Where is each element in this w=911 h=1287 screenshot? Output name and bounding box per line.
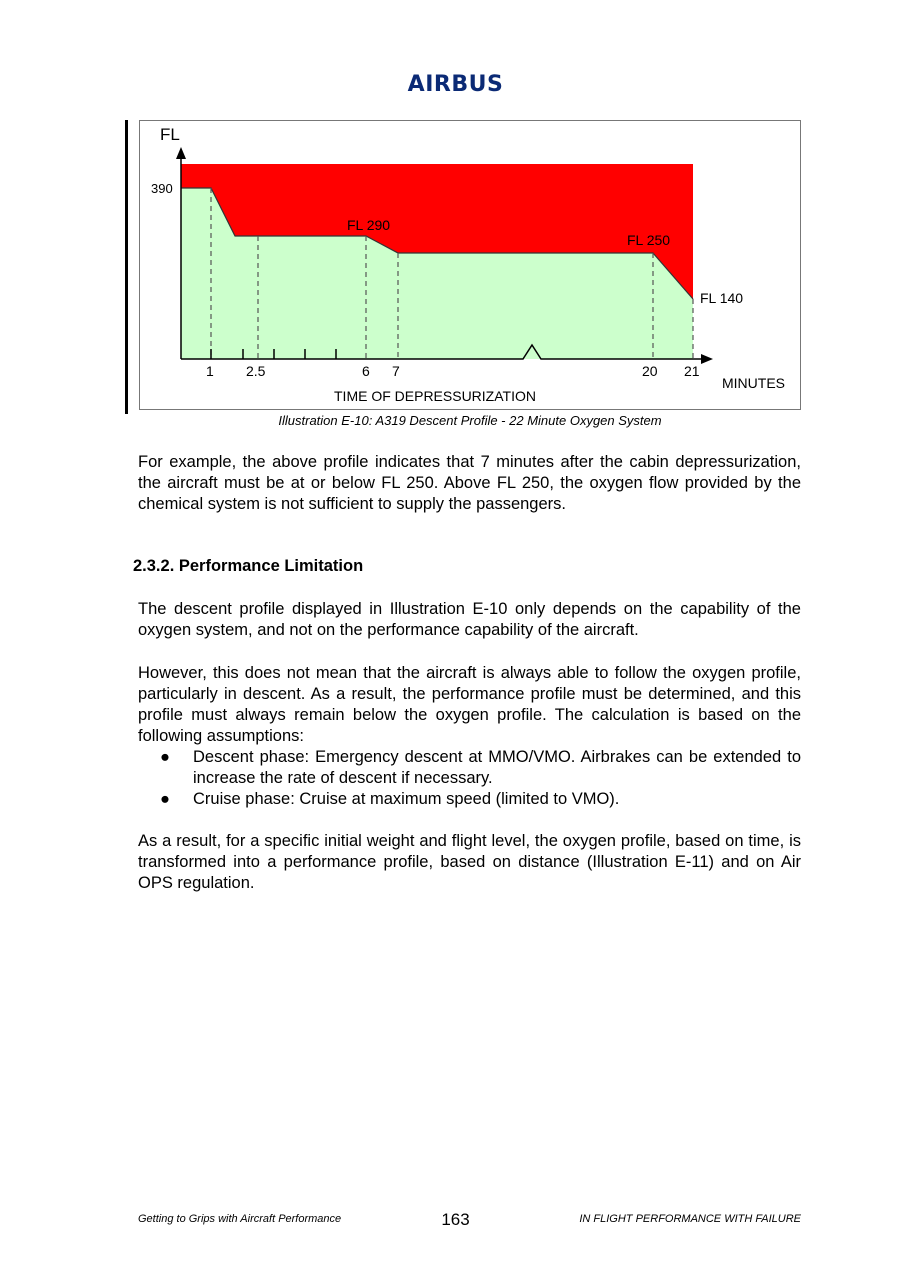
airbus-logo: AIRBUS	[407, 72, 504, 97]
page-number: 163	[441, 1210, 470, 1229]
x-axis-arrow	[701, 354, 713, 364]
y-axis-arrow	[176, 147, 186, 159]
paragraph-conclusion: As a result, for a specific initial weight and flight level, the oxygen profile, based on time, is transformed into a performance profile, based on distance (Illustration E-11) and on Air OPS regulation.	[138, 832, 801, 892]
assumption-list	[160, 747, 801, 810]
footer-left: Getting to Grips with Aircraft Performance	[138, 1213, 342, 1225]
x-tick-label: 20	[642, 363, 658, 379]
fl250-label: FL 250	[627, 232, 671, 248]
section-heading: 2.3.2. Performance Limitation	[133, 557, 364, 575]
descent-profile-figure	[139, 120, 801, 410]
x-tick-label: 2.5	[246, 363, 266, 379]
fl290-label: FL 290	[347, 217, 391, 233]
y-axis-label: FL	[160, 125, 180, 144]
x-tick-label: 21	[684, 363, 700, 379]
bullet-icon: ●	[160, 748, 170, 766]
list-item	[160, 789, 801, 810]
x-tick-label: 1	[206, 363, 214, 379]
list-item	[160, 747, 801, 789]
paragraph-descent-profile: The descent profile displayed in Illustration E-10 only depends on the capability of the oxygen system, and not on the performance capability of the aircraft.	[138, 600, 801, 639]
y-tick-390: 390	[151, 181, 173, 196]
x-tick-label: 6	[362, 363, 370, 379]
descent-profile-chart	[140, 121, 802, 411]
list-item-text: Descent phase: Emergency descent at MMO/VMO. Airbrakes can be extended to increase the rate of descent if necessary.	[193, 748, 801, 787]
paragraph-performance: However, this does not mean that the aircraft is always able to follow the oxygen profile, particularly in descent. As a result, the performance profile must be determined, and this profile must always remain below the oxygen profile. The calculation is based on the following assumptions:	[138, 664, 801, 745]
x-tick-label: 7	[392, 363, 400, 379]
change-bar	[125, 120, 128, 414]
fl140-label: FL 140	[700, 290, 744, 306]
x-axis-label: TIME OF DEPRESSURIZATION	[334, 388, 536, 404]
list-item-text: Cruise phase: Cruise at maximum speed (limited to VMO).	[193, 790, 620, 808]
paragraph-example: For example, the above profile indicates that 7 minutes after the cabin depressurization, the aircraft must be at or below FL 250. Above FL 250, the oxygen flow provided by the chemical system is not sufficient to supply the passengers.	[138, 453, 801, 513]
figure-caption: Illustration E-10: A319 Descent Profile - 22 Minute Oxygen System	[278, 413, 662, 428]
footer-right: IN FLIGHT PERFORMANCE WITH FAILURE	[579, 1213, 801, 1225]
bullet-icon: ●	[160, 790, 170, 808]
x-unit-label: MINUTES	[722, 375, 785, 391]
